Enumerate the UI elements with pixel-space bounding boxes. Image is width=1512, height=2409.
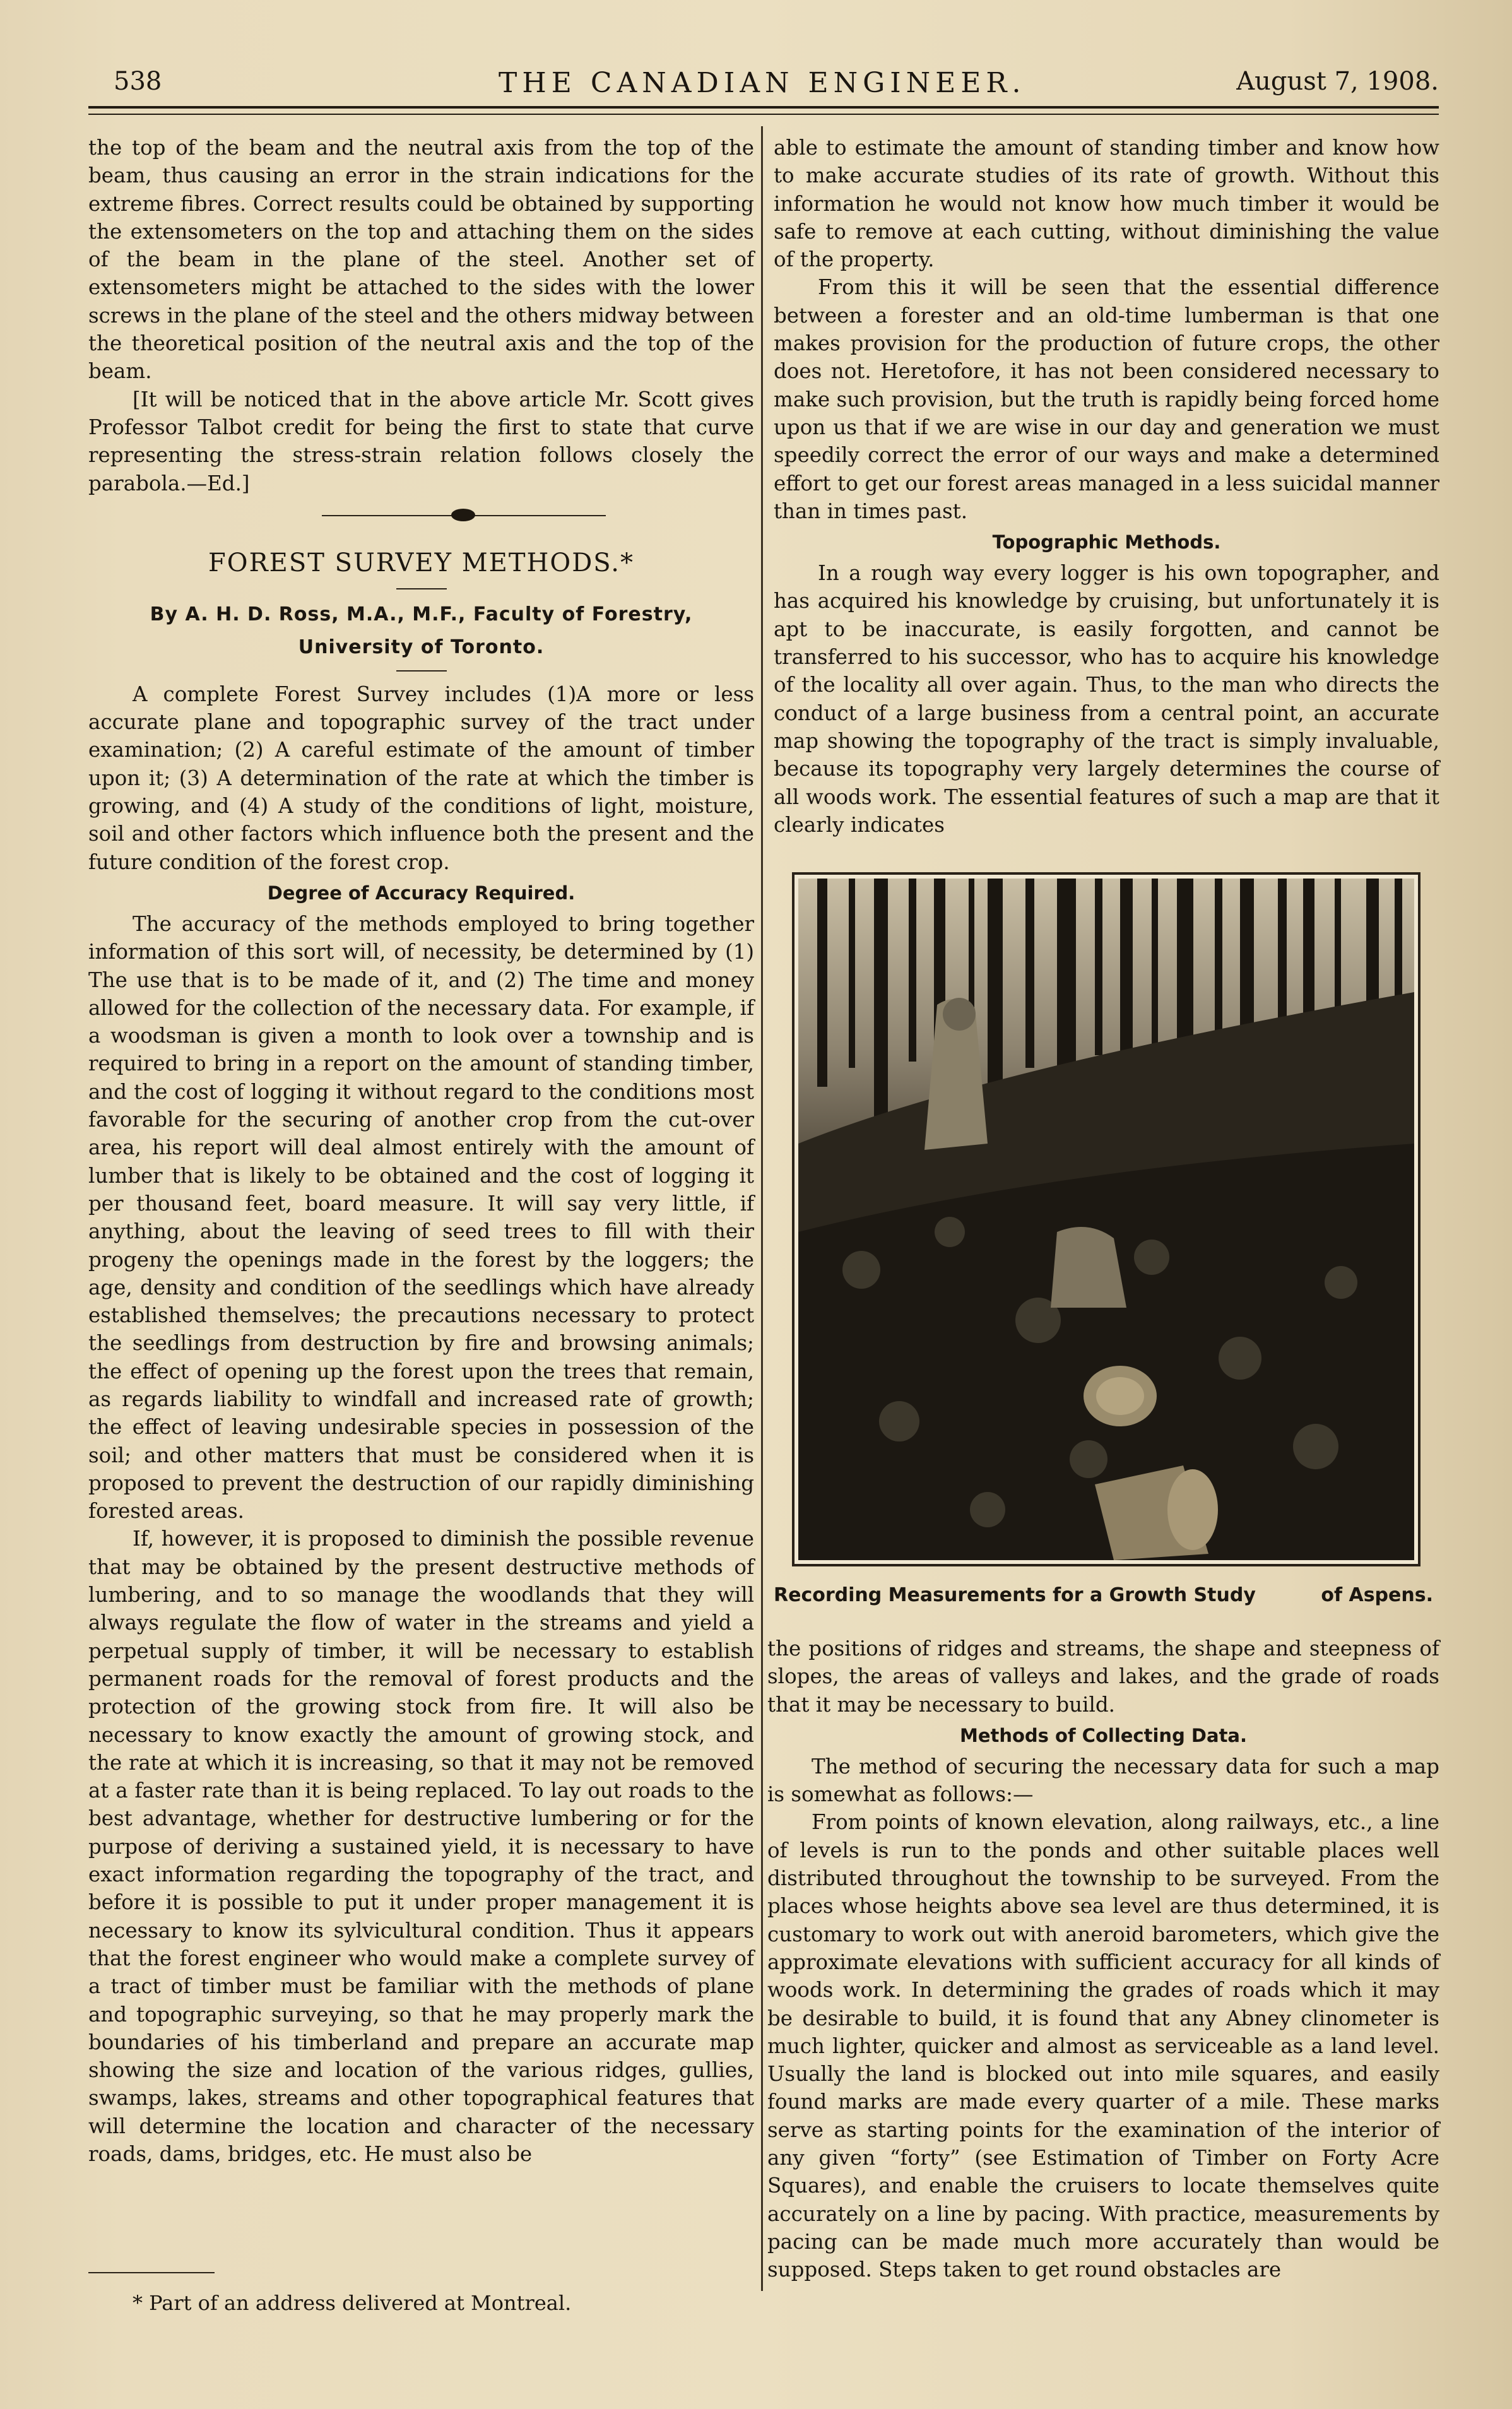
byline-rule [396,670,447,672]
paragraph-accuracy: The accuracy of the methods employed to bring together information of this sort will, of necessity, be determined by (1) The use that is to be made of it, and (2) The time and money allowed for the collection of the necessary data. For example, if a woodsman is given a month to look over a township and is required to bring in a report on the amount of standing timber, and the cost of logging it without regard to the conditions most favorable for the securing of another crop from the cut-over area, his report will deal almost entirely with the amount of lumber that is likely to be obtained and the cost of logging it per thousand feet, board measure. It will say very little, if anything, about the leaving of seed trees to fill with their progeny the openings made in the forest by the loggers; the age, density and condition of the seedlings which have already established themselves; the precautions necessary to protect the seedlings from destruction by fire and browsing animals; the effect of opening up the forest upon the trees that remain, as regards liability to windfall and increased rate of growth; the effect of leaving undesirable species in possession of the soil; and other matters that must be considered when it is proposed to prevent the destruction of our rapidly diminishing forested areas. [88,911,754,1524]
subhead-topographic: Topographic Methods. [992,531,1221,553]
author-affiliation: University of Toronto. [298,636,545,658]
paragraph-levels: From points of known elevation, along railways, etc., a line of levels is run to the ponds and other suitable places well distributed throughout the township to be surveyed. From the places whose heights above sea level are thus determined, it is customary to work out with aneroid barometers, which give the approximate elevations with sufficient accuracy for all kinds of woods work. In determining the grades of roads which it may be desirable to build, it is found that any Abney clinometer is much lighter, quicker and almost as serviceable as a land level. Usually the land is blocked out into mile squares, and easily found marks are made every quarter of a mile. These marks serve as starting points for the examination of the interior of any given “forty” (see Estimation of Timber on Forty Acre Squares), and enable the cruisers to locate themselves quite accurately on a line by pacing. With practice, measurements by pacing can be made much more accurately than would be supposed. Steps taken to get round obstacles are [767,1810,1439,2282]
aspen-forest-photo [798,879,1414,1560]
column-divider [761,126,763,2291]
left-column [88,134,754,2168]
caption-text: Recording Measurements for a Growth Study [774,1584,1256,1606]
footnote-rule [88,2272,215,2273]
article-title: FOREST SURVEY METHODS.* [208,548,634,577]
paragraph-estimate: able to estimate the amount of standing timber and know how to make accurate studies of its rate of growth. Without this information he would not know how much timber it would be safe to remove at each cutting, without diminishing the value of the property. [774,136,1439,272]
header-rule [88,106,1439,109]
footnote: * Part of an address delivered at Montreal. [133,2291,572,2315]
subhead-collecting-data: Methods of Collecting Data. [959,1724,1248,1746]
paragraph-survey-includes: A complete Forest Survey includes (1)A more or less accurate plane and topographic survey of the tract under examination; (2) A careful estimate of the amount of timber upon it; (3) A determination of the rate at which the timber is growing, and (4) A study of the conditions of light, moisture, soil and other factors which influence both the present and the future condition of the forest crop. [88,682,754,874]
paragraph-topographer: In a rough way every logger is his own topographer, and has acquired his knowledge by cruising, but unfortunately it is apt to be inaccurate, is easily forgotten, and cannot be transferred to his successor, who has to acquire his knowledge of the locality all over again. Thus, to the man who directs the conduct of a large business from a central point, an accurate map showing the topography of the tract is simply invaluable, because its topography very largely determines the course of all woods work. The essential features of such a map are that it clearly indicates [774,561,1439,837]
author-byline: By A. H. D. Ross, M.A., M.F., Faculty of Forestry, [150,603,693,625]
header-rule-thin [88,114,1439,115]
paragraph-forester-difference: From this it will be seen that the essential difference between a forester and an old-time lumberman is that one makes provision for the production of future crops, the other does not. Heretofore, it has not been considered necessary to make such provision, but the truth is rapidly being forced home upon us that if we are wise in our day and generation we must speedily correct the error of our ways and make a determined effort to get our forest areas managed in a less suicidal manner than in times past. [774,275,1439,523]
intro-paragraph-1: the top of the beam and the neutral axis from the top of the beam, thus causing an error in the strain indications for the extreme fibres. Correct results could be obtained by supporting the extensometers on the top and attaching them on the sides of the beam in the plane of the steel. Another set of extensometers might be attached to the sides with the lower screws in the plane of the steel and the others midway between the theoretical position of the neutral axis and the top of the beam. [88,136,754,384]
issue-date: August 7, 1908. [1236,67,1439,96]
forest-photograph [792,872,1420,1566]
right-column-bottom [767,1635,1439,2284]
paragraph-positions: the positions of ridges and streams, the shape and steepness of slopes, the areas of valleys and lakes, and the grade of roads that it may be necessary to build. [767,1637,1439,1717]
ornament-diamond-icon [451,509,475,521]
right-column-top [774,134,1439,839]
subhead-accuracy: Degree of Accuracy Required. [267,882,576,904]
paragraph-method: The method of securing the necessary data for such a map is somewhat as follows:— [767,1754,1439,1807]
journal-title: THE CANADIAN ENGINEER. [499,67,1026,99]
page-number: 538 [114,67,162,96]
section-ornament [88,497,754,535]
caption-text-end: of Aspens. [1321,1584,1433,1606]
page-header [88,63,1439,107]
editor-note: [It will be noticed that in the above article Mr. Scott gives Professor Talbot credit for being the first to state that curve representing the stress-strain relation follows closely the parabola.—Ed.] [88,387,754,495]
title-rule [396,588,447,589]
paragraph-revenue: If, however, it is proposed to diminish the possible revenue that may be obtained by the present destructive methods of lumbering, and to so manage the woodlands that they will always regulate the flow of water in the streams and yield a perpetual supply of timber, it will be necessary to establish permanent roads for the removal of forest products and the protection of the growing stock from fire. It will also be necessary to know exactly the amount of growing stock, and the rate at which it is increasing, so that it may not be removed at a faster rate than it is being replaced. To lay out roads to the best advantage, whether for destructive lumbering or for the purpose of deriving a sustained yield, it is necessary to have exact information regarding the topography of the tract, and before it is possible to put it under proper management it is necessary to know its sylvicultural condition. Thus it appears that the forest engineer who would make a complete survey of a tract of timber must be familiar with the methods of plane and topographic surveying, so that he may properly mark the boundaries of his timberland and prepare an accurate map showing the size and location of the various ridges, gullies, swamps, lakes, streams and other topographical features that will determine the location and character of the necessary roads, dams, bridges, etc. He must also be [88,1527,754,2166]
